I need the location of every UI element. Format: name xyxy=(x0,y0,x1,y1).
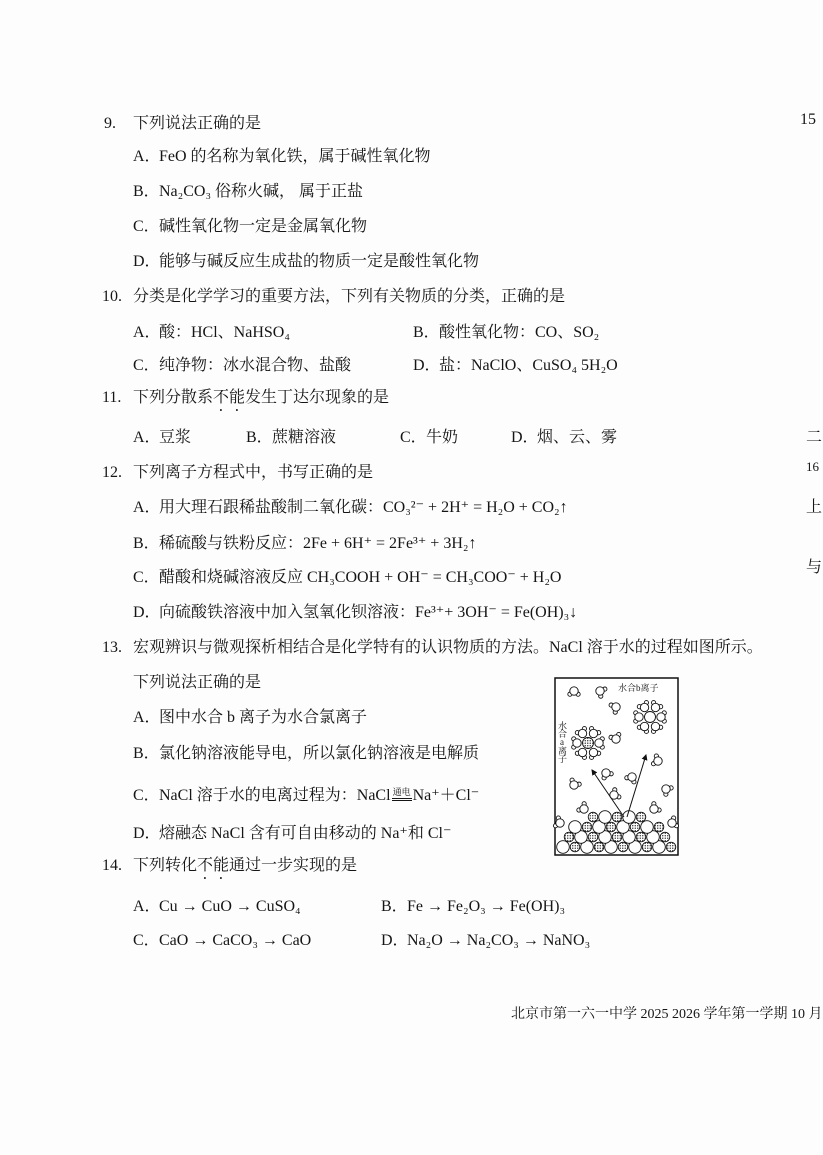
option-label: D． xyxy=(413,357,441,374)
question-14-option-d xyxy=(381,931,590,951)
option-text: 熔融态 NaCl 含有可自由移动的 Na⁺和 Cl⁻ xyxy=(159,825,452,842)
option-label: A． xyxy=(133,324,161,341)
sodium-ion xyxy=(564,832,574,842)
option-label: A． xyxy=(133,429,161,446)
water-molecule xyxy=(640,703,648,711)
sodium-ion xyxy=(582,822,592,832)
option-text: 盐：NaClO、CuSO₄ 5H₂O xyxy=(439,357,618,374)
question-9-option-b xyxy=(133,182,363,202)
label-hydrated-a-ion: 水合a离子 xyxy=(557,721,567,762)
option-text: CaO → CaCO₃ → CaO xyxy=(159,932,312,949)
option-text: NaCl 溶于水的电离过程为：NaCl xyxy=(159,787,391,804)
question-12-option-a xyxy=(133,498,568,518)
water-molecule xyxy=(578,748,586,756)
option-label: D． xyxy=(133,253,161,270)
question-13-option-d xyxy=(133,824,451,844)
water-molecule xyxy=(580,805,588,813)
option-label: C． xyxy=(400,429,427,446)
option-label: C． xyxy=(133,569,160,586)
option-text: 牛奶 xyxy=(426,429,459,446)
option-label: B． xyxy=(133,535,160,552)
question-12-stem: 下列离子方程式中，书写正确的是 xyxy=(133,464,374,481)
option-label: B． xyxy=(413,324,440,341)
question-13-stem-line2: 下列说法正确的是 xyxy=(133,674,262,691)
option-text: 图中水合 b 离子为水合氯离子 xyxy=(159,709,368,726)
right-edge-fragment: 上 xyxy=(806,499,823,516)
water-molecule xyxy=(657,713,665,721)
water-molecule xyxy=(589,729,597,737)
water-molecule xyxy=(612,703,620,711)
option-text: 氯化钠溶液能导电，所以氯化钠溶液是电解质 xyxy=(159,745,480,762)
chloride-ion xyxy=(569,821,582,834)
option-label: D． xyxy=(133,825,161,842)
option-label: C． xyxy=(133,218,160,235)
question-9-number: 9. xyxy=(104,115,116,132)
sodium-ion xyxy=(660,832,670,842)
question-12-option-b xyxy=(133,534,476,554)
chloride-ion xyxy=(557,841,570,854)
option-text: 碱性氧化物一定是金属氧化物 xyxy=(159,218,368,235)
sodium-ion xyxy=(654,822,664,832)
hydrated-b-ion xyxy=(645,712,656,723)
right-edge-fragment: 16 xyxy=(806,459,819,474)
water-molecule xyxy=(668,819,676,827)
water-molecule xyxy=(570,781,578,789)
option-text: Cu → CuO → CuSO₄ xyxy=(159,898,301,915)
chloride-ion xyxy=(623,811,636,824)
water-molecule xyxy=(589,748,597,756)
question-11-option-a xyxy=(133,428,191,448)
right-edge-fragment: 二 xyxy=(806,429,823,446)
right-edge-fragment: 与 xyxy=(806,559,823,576)
question-10-option-d xyxy=(413,356,618,376)
question-11-number: 11. xyxy=(102,389,122,406)
water-molecule xyxy=(640,722,648,730)
figure-drawing xyxy=(554,677,679,857)
question-12-number: 12. xyxy=(102,464,122,481)
question-10-option-a xyxy=(133,323,290,343)
sodium-ion xyxy=(588,812,598,822)
sodium-ion xyxy=(588,832,598,842)
option-label: A． xyxy=(133,898,161,915)
question-13-number: 13. xyxy=(102,639,122,656)
stem-text: 下列转化 xyxy=(133,857,198,874)
option-text: FeO 的名称为氧化铁，属于碱性氧化物 xyxy=(159,148,431,165)
water-molecule xyxy=(654,757,662,765)
question-10-number: 10. xyxy=(102,288,122,305)
option-label: A． xyxy=(133,148,161,165)
question-11-option-d xyxy=(511,428,617,448)
option-text-after: Na⁺＋Cl⁻ xyxy=(412,787,480,804)
reaction-condition: 通电 xyxy=(392,788,412,801)
water-molecule xyxy=(596,687,604,695)
water-molecule xyxy=(650,805,658,813)
sodium-ion xyxy=(642,842,652,852)
question-12-option-c xyxy=(133,568,562,588)
sodium-ion xyxy=(594,842,604,852)
page-footer: 北京市第一六一中学 2025 2026 学年第一学期 10 月 xyxy=(511,1007,823,1022)
question-11-option-c xyxy=(400,428,458,448)
stem-emphasis: 不能 xyxy=(213,389,246,406)
option-label: B． xyxy=(133,183,160,200)
question-14-stem xyxy=(133,856,357,883)
question-9-option-d xyxy=(133,252,479,272)
chloride-ion xyxy=(641,821,654,834)
chloride-ion xyxy=(599,811,612,824)
question-14-option-b xyxy=(381,897,565,917)
option-text: Na₂O → Na₂CO₃ → NaNO₃ xyxy=(407,932,591,949)
question-13-option-b xyxy=(133,744,479,764)
sodium-ion xyxy=(612,812,622,822)
water-molecule xyxy=(570,687,578,695)
stem-text: 下列分散系 xyxy=(133,389,214,406)
question-14-option-a xyxy=(133,897,301,917)
option-label: A． xyxy=(133,709,161,726)
stem-text: 通过一步实现的是 xyxy=(229,857,358,874)
water-molecule xyxy=(635,713,643,721)
question-10-option-c xyxy=(133,356,351,376)
question-10-option-b xyxy=(413,323,599,343)
sodium-ion xyxy=(630,822,640,832)
water-molecule xyxy=(651,722,659,730)
question-10-stem: 分类是化学学习的重要方法，下列有关物质的分类，正确的是 xyxy=(133,288,566,305)
option-label: D． xyxy=(511,429,539,446)
question-9-stem: 下列说法正确的是 xyxy=(133,115,262,132)
option-label: C． xyxy=(133,787,160,804)
question-13-option-a xyxy=(133,708,367,728)
water-molecule xyxy=(556,819,564,827)
option-label: C． xyxy=(133,357,160,374)
question-9-option-c xyxy=(133,217,367,237)
option-text: 蔗糖溶液 xyxy=(272,429,337,446)
sodium-ion xyxy=(636,832,646,842)
stem-text: 发生丁达尔现象的是 xyxy=(245,389,390,406)
water-molecule xyxy=(651,703,659,711)
question-13-stem: 宏观辨识与微观探析相结合是化学特有的认识物质的方法。NaCl 溶于水的过程如图所示。 xyxy=(133,639,763,656)
question-12-option-d xyxy=(133,603,577,623)
option-text: 酸性氧化物：CO、SO₂ xyxy=(439,324,600,341)
sodium-ion xyxy=(636,812,646,822)
option-label: A． xyxy=(133,499,161,516)
question-14-number: 14. xyxy=(102,857,122,874)
question-11-stem xyxy=(133,388,389,415)
question-14-option-c xyxy=(133,931,311,951)
option-label: B． xyxy=(133,745,160,762)
option-text: 稀硫酸与铁粉反应：2Fe + 6H⁺ = 2Fe³⁺ + 3H₂↑ xyxy=(159,535,477,552)
water-molecule xyxy=(662,785,670,793)
water-molecule xyxy=(612,735,620,743)
question-9-option-a xyxy=(133,147,431,167)
sodium-ion xyxy=(666,842,676,852)
page-number-fragment: 15 xyxy=(800,111,816,128)
sodium-ion xyxy=(612,832,622,842)
water-molecule xyxy=(578,729,586,737)
option-label: C． xyxy=(133,932,160,949)
option-label: B． xyxy=(246,429,273,446)
question-13-option-c xyxy=(133,786,479,806)
option-label: D． xyxy=(133,604,161,621)
hydrated-a-ion xyxy=(583,738,594,749)
option-text: 向硫酸铁溶液中加入氢氧化钡溶液：Fe³⁺+ 3OH⁻ = Fe(OH)₃↓ xyxy=(159,604,578,621)
sodium-ion xyxy=(570,842,580,852)
water-molecule xyxy=(573,739,581,747)
water-molecule xyxy=(602,769,610,777)
water-molecule xyxy=(595,739,603,747)
option-text: Fe → Fe₂O₃ → Fe(OH)₃ xyxy=(407,898,566,915)
option-label: B． xyxy=(381,898,408,915)
question-11-option-b xyxy=(246,428,336,448)
sodium-ion xyxy=(606,822,616,832)
option-text: 豆浆 xyxy=(159,429,192,446)
option-text: Na₂CO₃ 俗称火碱， 属于正盐 xyxy=(159,183,364,200)
option-text: 用大理石跟稀盐酸制二氧化碳：CO₃²⁻ + 2H⁺ = H₂O + CO₂↑ xyxy=(159,499,568,516)
option-text: 烟、云、雾 xyxy=(537,429,618,446)
option-text: 能够与碱反应生成盐的物质一定是酸性氧化物 xyxy=(159,253,480,270)
option-text: 醋酸和烧碱溶液反应 CH₃COOH + OH⁻ = CH₃COO⁻ + H₂O xyxy=(159,569,562,586)
label-hydrated-b-ion: 水合b离子 xyxy=(618,683,659,693)
nacl-dissolution-figure xyxy=(554,677,679,857)
option-label: D． xyxy=(381,932,409,949)
option-text: 酸：HCl、NaHSO₄ xyxy=(159,324,290,341)
stem-emphasis: 不能 xyxy=(197,857,230,874)
sodium-ion xyxy=(618,842,628,852)
water-molecule xyxy=(628,773,636,781)
option-text: 纯净物：冰水混合物、盐酸 xyxy=(159,357,352,374)
